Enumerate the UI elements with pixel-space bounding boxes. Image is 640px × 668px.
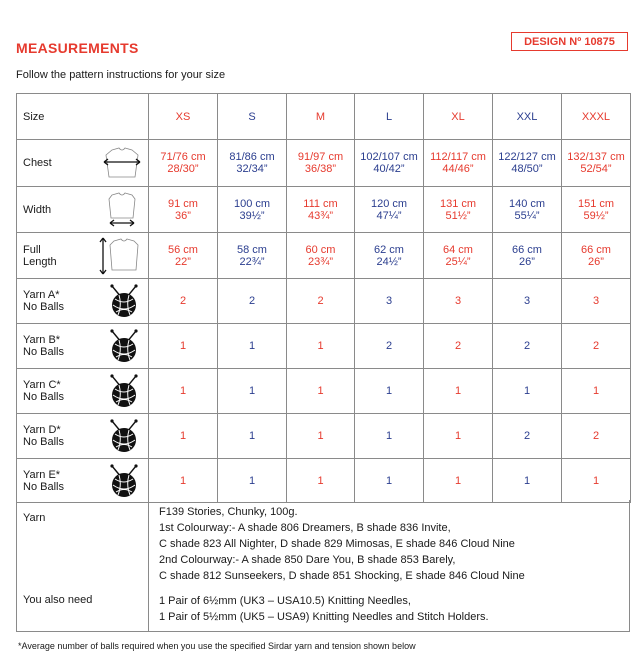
width-cell: 151 cm 59½” [562,187,631,233]
design-number-badge: DESIGN Nº 10875 [511,32,628,51]
yarn-cell: 2 [218,279,287,324]
length-label: Length [23,255,57,268]
yarn-cell: 1 [287,369,355,414]
width-cell: 91 cm 36” [149,187,218,233]
yarn-description [159,504,525,584]
yarn-cell: 2 [562,414,631,459]
chest-row [17,140,631,187]
yarn-cell: 1 [562,369,631,414]
yarn-cell: 1 [562,459,631,503]
yarn-line: C shade 812 Sunseekers, D shade 851 Shocking, E shade 846 Cloud Nine [159,570,525,582]
yarn-label: No Balls [23,391,64,403]
yarn-label: Yarn E* [23,468,61,481]
size-label: Size [17,94,149,140]
yarn-cell: 3 [493,279,562,324]
length-label: Full [23,243,41,256]
length-cell: 64 cm 25¼” [424,233,493,279]
yarn-cell: 1 [355,414,424,459]
size-header: XL [424,94,493,140]
length-cell: 62 cm 24½” [355,233,424,279]
yarn-row [17,279,631,324]
chest-label: Chest [23,157,52,169]
yarn-cell: 1 [287,324,355,369]
footnote: *Average number of balls required when you use the specified Sirdar yarn and tension shown below [18,641,416,651]
width-label: Width [23,203,52,216]
yarn-ball-needles-icon [106,283,142,319]
yarn-cell: 1 [218,414,287,459]
yarn-cell: 1 [493,369,562,414]
yarn-label: Yarn C* [23,379,61,391]
yarn-cell: 2 [149,279,218,324]
garment-length-icon [98,236,142,276]
yarn-line: 1st Colourway:- A shade 806 Dreamers, B shade 836 Invite, [159,522,451,534]
width-cell: 120 cm 47¼” [355,187,424,233]
yarn-label: Yarn A* [23,289,60,301]
chest-cell: 132/137 cm 52/54” [562,140,631,187]
length-cell: 66 cm 26” [493,233,562,279]
yarn-cell: 1 [355,459,424,503]
also-need-heading: You also need [23,594,93,606]
column-divider [148,500,149,631]
yarn-row [17,414,631,459]
size-header: L [355,94,424,140]
chest-cell: 122/127 cm 48/50” [493,140,562,187]
yarn-cell: 1 [149,414,218,459]
yarn-cell: 1 [149,324,218,369]
needle-line: 1 Pair of 6½mm (UK3 – USA10.5) Knitting Needles, [159,595,411,607]
page-title: MEASUREMENTS [16,40,139,56]
size-header: XS [149,94,218,140]
length-cell: 56 cm 22” [149,233,218,279]
garment-width-icon [102,192,142,228]
yarn-cell: 3 [562,279,631,324]
yarn-ball-needles-icon [106,418,142,454]
yarn-row [17,324,631,369]
yarn-cell: 1 [218,459,287,503]
yarn-cell: 2 [493,324,562,369]
yarn-cell: 3 [355,279,424,324]
yarn-cell: 1 [424,414,493,459]
yarn-line: 2nd Colourway:- A shade 850 Dare You, B shade 853 Barely, [159,554,456,566]
yarn-cell: 1 [287,459,355,503]
also-need-description [159,593,489,625]
width-cell: 111 cm 43¾” [287,187,355,233]
yarn-cell: 1 [355,369,424,414]
chest-cell: 71/76 cm 28/30” [149,140,218,187]
yarn-cell: 1 [149,459,218,503]
yarn-cell: 1 [149,369,218,414]
chest-cell: 112/117 cm 44/46” [424,140,493,187]
yarn-cell: 1 [424,369,493,414]
yarn-row [17,459,631,503]
length-cell: 58 cm 22¾” [218,233,287,279]
size-row [17,94,631,140]
width-cell: 140 cm 55¼” [493,187,562,233]
yarn-details-section [16,500,630,632]
yarn-ball-needles-icon [106,373,142,409]
yarn-cell: 1 [424,459,493,503]
size-header: XXXL [562,94,631,140]
yarn-cell: 1 [218,324,287,369]
length-cell: 66 cm 26” [562,233,631,279]
yarn-cell: 2 [562,324,631,369]
chest-cell: 91/97 cm 36/38” [287,140,355,187]
yarn-cell: 2 [493,414,562,459]
width-row [17,187,631,233]
size-header: M [287,94,355,140]
yarn-cell: 1 [493,459,562,503]
chest-cell: 81/86 cm 32/34” [218,140,287,187]
yarn-cell: 1 [287,414,355,459]
size-header: XXL [493,94,562,140]
chest-cell: 102/107 cm 40/42” [355,140,424,187]
yarn-line: C shade 823 All Nighter, D shade 829 Mimosas, E shade 846 Cloud Nine [159,538,515,550]
yarn-label: No Balls [23,436,64,448]
yarn-heading: Yarn [23,512,46,524]
yarn-ball-needles-icon [106,328,142,364]
yarn-label: Yarn D* [23,424,61,436]
yarn-line: F139 Stories, Chunky, 100g. [159,506,298,518]
length-row [17,233,631,279]
needle-line: 1 Pair of 5½mm (UK5 – USA9) Knitting Needles and Stitch Holders. [159,611,489,623]
measurements-table [16,93,631,503]
garment-chest-icon [102,146,142,180]
width-cell: 131 cm 51½” [424,187,493,233]
size-header: S [218,94,287,140]
subtitle: Follow the pattern instructions for your size [16,69,226,81]
yarn-row [17,369,631,414]
yarn-cell: 2 [287,279,355,324]
yarn-cell: 2 [424,324,493,369]
yarn-cell: 1 [218,369,287,414]
yarn-cell: 3 [424,279,493,324]
yarn-label: No Balls [23,480,64,493]
width-cell: 100 cm 39½” [218,187,287,233]
yarn-ball-needles-icon [106,463,142,499]
length-cell: 60 cm 23¾” [287,233,355,279]
yarn-label: Yarn B* [23,334,61,346]
yarn-label: No Balls [23,301,64,313]
yarn-cell: 2 [355,324,424,369]
yarn-label: No Balls [23,346,64,358]
